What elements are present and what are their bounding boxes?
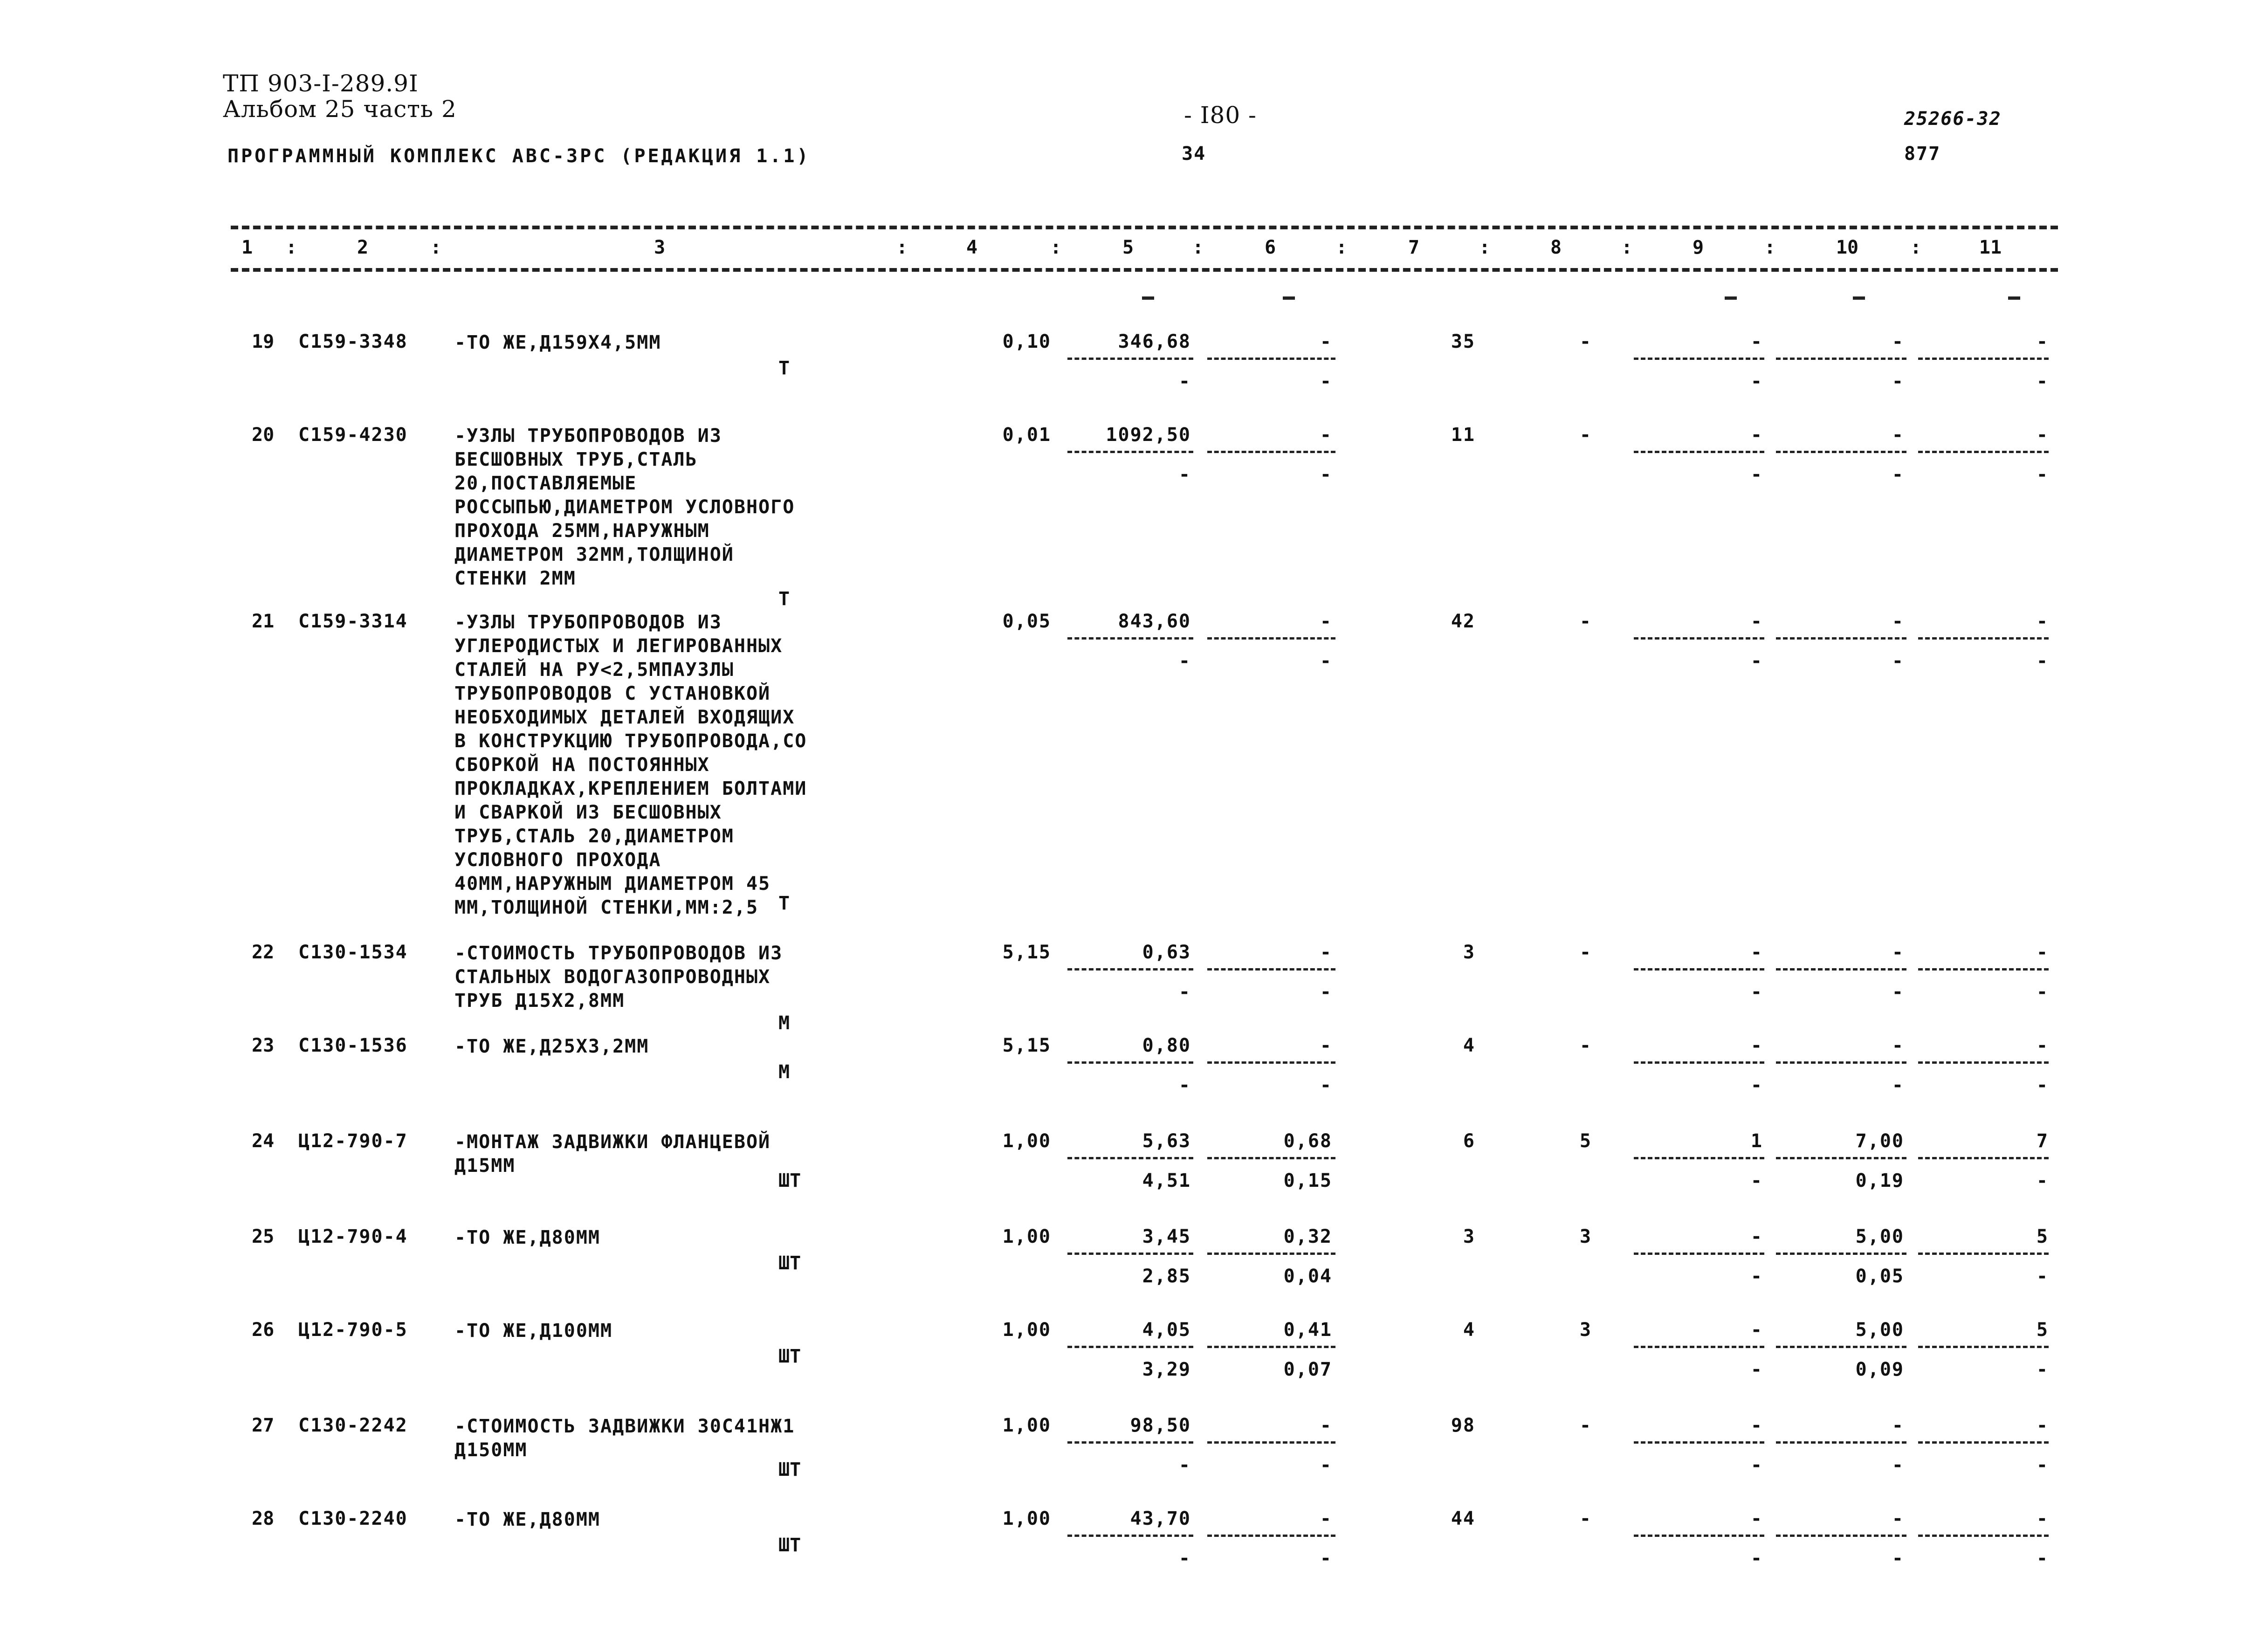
row-unit: ШТ <box>778 1346 801 1367</box>
cell-divider <box>1918 1253 2049 1255</box>
row-number: 25 <box>252 1226 275 1247</box>
cell-c10-lower: - <box>1892 650 1904 672</box>
cell-divider <box>1067 1535 1193 1537</box>
cell-c8: - <box>1579 611 1592 632</box>
cell-c11: - <box>2036 1508 2049 1529</box>
cell-c7: 6 <box>1463 1130 1475 1152</box>
cell-divider <box>1918 968 2049 971</box>
cell-c8: 3 <box>1579 1319 1592 1341</box>
column-separator: : <box>896 237 908 258</box>
cell-c5-lower: - <box>1178 464 1191 485</box>
cell-c5: 5,63 <box>1142 1130 1191 1152</box>
cell-c8: 3 <box>1579 1226 1592 1247</box>
row-description: -ТО ЖЕ,Д80ММ <box>454 1227 600 1248</box>
column-separator: : <box>430 237 442 258</box>
cell-divider <box>1067 1441 1193 1444</box>
cell-c7: 98 <box>1451 1415 1475 1436</box>
row-unit: Т <box>778 358 790 379</box>
cell-divider <box>1776 1346 1906 1348</box>
cell-c5-lower: 4,51 <box>1142 1170 1191 1191</box>
cell-divider <box>1067 1253 1193 1255</box>
cell-divider <box>1776 451 1906 453</box>
page-marker: - I80 - <box>1184 102 1257 129</box>
cell-c6-lower: - <box>1320 371 1332 392</box>
cell-c10: - <box>1892 1415 1904 1436</box>
row-description: -УЗЛЫ ТРУБОПРОВОДОВ ИЗ БЕСШОВНЫХ ТРУБ,СТАЛЬ 20,ПОСТАВЛЯЕМЫЕ РОССЫПЬЮ,ДИАМЕТРОМ УСЛОВНОГО ПРОХОДА 25ММ,НАРУЖНЫМ ДИАМЕТРОМ 32ММ,ТОЛЩИНОЙ СТЕНКИ 2ММ <box>454 425 795 589</box>
row-description: -УЗЛЫ ТРУБОПРОВОДОВ ИЗ УГЛЕРОДИСТЫХ И ЛЕГИРОВАННЫХ СТАЛЕЙ НА РУ<2,5МПАУЗЛЫ ТРУБОПРОВОДОВ С УСТАНОВКОЙ НЕОБХОДИМЫХ ДЕТАЛЕЙ ВХОДЯЩИХ В КОНСТРУКЦИЮ ТРУБОПРОВОДА,СО СБОРКОЙ НА ПОСТОЯННЫХ ПРОКЛАДКАХ,КРЕПЛЕНИЕМ БОЛТАМИ И СВАРКОЙ ИЗ БЕСШОВНЫХ ТРУБ,СТАЛЬ 20,ДИАМЕТРОМ УСЛОВНОГО ПРОХОДА 40ММ,НАРУЖНЫМ ДИАМЕТРОМ 45 ММ,ТОЛЩИНОЙ СТЕНКИ,ММ:2,5 <box>454 612 807 918</box>
row-unit: М <box>778 1061 790 1083</box>
cell-c11: 5 <box>2036 1226 2049 1247</box>
cell-c11: 7 <box>2036 1130 2049 1152</box>
cell-divider <box>1918 451 2049 453</box>
cell-c6: - <box>1320 331 1332 352</box>
cell-c8: - <box>1579 1508 1592 1529</box>
cell-c6: - <box>1320 424 1332 446</box>
cell-c6-lower: 0,07 <box>1283 1359 1332 1380</box>
cell-c9-lower: - <box>1750 1170 1763 1191</box>
cell-c11: - <box>2036 1035 2049 1056</box>
row-code: С130-1534 <box>298 942 408 963</box>
cell-divider <box>1776 1157 1906 1159</box>
column-number: 5 <box>1122 237 1134 258</box>
album-label: Альбом 25 часть 2 <box>223 96 457 123</box>
dash-mark <box>1283 296 1295 300</box>
cell-divider <box>1634 1535 1764 1537</box>
cell-c9: - <box>1750 1508 1763 1529</box>
cell-divider <box>1776 968 1906 971</box>
cell-c8: 5 <box>1579 1130 1592 1152</box>
cell-c9-lower: - <box>1750 1454 1763 1476</box>
dash-mark <box>1853 296 1865 300</box>
cell-divider <box>1918 637 2049 640</box>
column-number: 7 <box>1408 237 1420 258</box>
cell-divider <box>1207 358 1335 360</box>
cell-divider <box>1918 1441 2049 1444</box>
row-unit: Т <box>778 893 790 914</box>
cell-c11: - <box>2036 1415 2049 1436</box>
cell-divider <box>1634 358 1764 360</box>
row-description: -ТО ЖЕ,Д80ММ <box>454 1509 600 1530</box>
cell-c5-lower: - <box>1178 650 1191 672</box>
cell-divider <box>1634 451 1764 453</box>
cell-c5: 346,68 <box>1118 331 1191 352</box>
cell-divider <box>1776 1535 1906 1537</box>
column-number: 6 <box>1264 237 1276 258</box>
cell-c6-lower: 0,04 <box>1283 1266 1332 1287</box>
cell-c7: 11 <box>1451 424 1475 446</box>
cell-c11-lower: - <box>2036 464 2049 485</box>
cell-c7: 3 <box>1463 1226 1475 1247</box>
cell-c9-lower: - <box>1750 1548 1763 1569</box>
row-number: 21 <box>252 611 275 632</box>
cell-c5-lower: - <box>1178 1548 1191 1569</box>
cell-divider <box>1918 358 2049 360</box>
cell-c6: - <box>1320 942 1332 963</box>
cell-divider <box>1634 1157 1764 1159</box>
cell-c6-lower: - <box>1320 650 1332 672</box>
row-code: Ц12-790-5 <box>298 1319 408 1341</box>
cell-c6: - <box>1320 1508 1332 1529</box>
cell-c10-lower: - <box>1892 1548 1904 1569</box>
cell-c9: - <box>1750 1226 1763 1247</box>
row-number: 19 <box>252 331 275 352</box>
row-number: 26 <box>252 1319 275 1341</box>
cell-divider <box>1776 1253 1906 1255</box>
column-number: 1 <box>241 237 253 258</box>
cell-c4: 1,00 <box>1002 1415 1051 1436</box>
cell-c6: 0,41 <box>1283 1319 1332 1341</box>
row-number: 20 <box>252 424 275 446</box>
row-description: -ТО ЖЕ,Д25Х3,2ММ <box>454 1036 649 1057</box>
cell-c5: 1092,50 <box>1106 424 1191 446</box>
cell-c4: 1,00 <box>1002 1508 1051 1529</box>
cell-c5: 43,70 <box>1130 1508 1191 1529</box>
column-number: 3 <box>654 237 666 258</box>
table-rule-header-bottom <box>231 268 2058 272</box>
cell-c10: - <box>1892 1508 1904 1529</box>
row-description: -ТО ЖЕ,Д100ММ <box>454 1320 613 1342</box>
cell-c6: 0,32 <box>1283 1226 1332 1247</box>
cell-c9: - <box>1750 1319 1763 1341</box>
cell-c8: - <box>1579 331 1592 352</box>
column-number: 11 <box>1979 237 2002 258</box>
cell-c10: - <box>1892 331 1904 352</box>
column-number: 8 <box>1550 237 1562 258</box>
cell-c9: - <box>1750 942 1763 963</box>
row-number: 28 <box>252 1508 275 1529</box>
cell-divider <box>1776 1061 1906 1064</box>
cell-c11: - <box>2036 611 2049 632</box>
column-separator: : <box>1764 237 1776 258</box>
row-unit: Т <box>778 588 790 610</box>
cell-c8: - <box>1579 1415 1592 1436</box>
cell-c6: 0,68 <box>1283 1130 1332 1152</box>
cell-c11-lower: - <box>2036 1548 2049 1569</box>
row-description: -СТОИМОСТЬ ТРУБОПРОВОДОВ ИЗ СТАЛЬНЫХ ВОДОГАЗОПРОВОДНЫХ ТРУБ Д15Х2,8ММ <box>454 943 783 1012</box>
cell-c10-lower: - <box>1892 371 1904 392</box>
cell-c11: - <box>2036 942 2049 963</box>
row-code: Ц12-790-4 <box>298 1226 408 1247</box>
cell-c10-lower: - <box>1892 1074 1904 1096</box>
cell-c11: 5 <box>2036 1319 2049 1341</box>
sheet-number: 34 <box>1182 143 1206 165</box>
cell-c9-lower: - <box>1750 1359 1763 1380</box>
cell-c10-lower: - <box>1892 1454 1904 1476</box>
column-number: 4 <box>966 237 978 258</box>
cell-divider <box>1067 1157 1193 1159</box>
row-code: С130-1536 <box>298 1035 408 1056</box>
cell-c9-lower: - <box>1750 464 1763 485</box>
row-description: -СТОИМОСТЬ ЗАДВИЖКИ 30С41НЖ1 Д150ММ <box>454 1416 795 1461</box>
cell-c6-lower: - <box>1320 981 1332 1003</box>
cell-c5: 98,50 <box>1130 1415 1191 1436</box>
cell-c4: 1,00 <box>1002 1130 1051 1152</box>
row-description: -ТО ЖЕ,Д159Х4,5ММ <box>454 332 661 353</box>
cell-c7: 35 <box>1451 331 1475 352</box>
row-unit: ШТ <box>778 1253 801 1274</box>
cell-c6-lower: 0,15 <box>1283 1170 1332 1191</box>
cell-c4: 5,15 <box>1002 942 1051 963</box>
cell-c7: 3 <box>1463 942 1475 963</box>
row-code: С159-3348 <box>298 331 408 352</box>
cell-divider <box>1207 1157 1335 1159</box>
row-number: 22 <box>252 942 275 963</box>
cell-divider <box>1207 1253 1335 1255</box>
cell-c10-lower: 0,05 <box>1855 1266 1904 1287</box>
table-rule-top <box>231 226 2058 229</box>
cell-c11: - <box>2036 424 2049 446</box>
cell-divider <box>1634 1441 1764 1444</box>
cell-c5: 3,45 <box>1142 1226 1191 1247</box>
cell-divider <box>1918 1535 2049 1537</box>
cell-c9-lower: - <box>1750 1074 1763 1096</box>
cell-c7: 42 <box>1451 611 1475 632</box>
cell-c5-lower: - <box>1178 1074 1191 1096</box>
cell-divider <box>1634 1346 1764 1348</box>
cell-c4: 1,00 <box>1002 1319 1051 1341</box>
cell-c10-lower: - <box>1892 464 1904 485</box>
cell-c9: - <box>1750 1035 1763 1056</box>
cell-c11-lower: - <box>2036 1359 2049 1380</box>
cell-divider <box>1207 1441 1335 1444</box>
cell-c6: - <box>1320 1035 1332 1056</box>
cell-divider <box>1067 1346 1193 1348</box>
cell-c9: 1 <box>1750 1130 1763 1152</box>
row-unit: ШТ <box>778 1459 801 1480</box>
column-separator: : <box>1192 237 1204 258</box>
column-number: 2 <box>357 237 369 258</box>
row-code: С159-3314 <box>298 611 408 632</box>
dash-mark <box>2008 296 2020 300</box>
cell-divider <box>1207 1535 1335 1537</box>
cell-c11-lower: - <box>2036 1074 2049 1096</box>
cell-c10: - <box>1892 1035 1904 1056</box>
cell-c5: 0,63 <box>1142 942 1191 963</box>
cell-c11-lower: - <box>2036 1454 2049 1476</box>
cell-divider <box>1067 637 1193 640</box>
cell-c7: 44 <box>1451 1508 1475 1529</box>
cell-c6-lower: - <box>1320 1074 1332 1096</box>
cell-divider <box>1918 1061 2049 1064</box>
cell-divider <box>1776 1441 1906 1444</box>
cell-c6: - <box>1320 1415 1332 1436</box>
cell-c6-lower: - <box>1320 464 1332 485</box>
row-description: -МОНТАЖ ЗАДВИЖКИ ФЛАНЦЕВОЙ Д15ММ <box>454 1131 771 1177</box>
column-separator: : <box>1335 237 1348 258</box>
cell-c11-lower: - <box>2036 650 2049 672</box>
cell-c4: 0,05 <box>1002 611 1051 632</box>
cell-divider <box>1634 637 1764 640</box>
cell-c7: 4 <box>1463 1319 1475 1341</box>
row-number: 24 <box>252 1130 275 1152</box>
cell-c9-lower: - <box>1750 650 1763 672</box>
cell-c9-lower: - <box>1750 371 1763 392</box>
cell-c11-lower: - <box>2036 981 2049 1003</box>
column-number: 10 <box>1836 237 1859 258</box>
row-unit: ШТ <box>778 1170 801 1191</box>
cell-c9: - <box>1750 611 1763 632</box>
cell-c10: - <box>1892 424 1904 446</box>
cell-c5-lower: - <box>1178 371 1191 392</box>
cell-c4: 5,15 <box>1002 1035 1051 1056</box>
row-code: С159-4230 <box>298 424 408 446</box>
cell-c9: - <box>1750 331 1763 352</box>
cell-c10-lower: 0,09 <box>1855 1359 1904 1380</box>
row-number: 27 <box>252 1415 275 1436</box>
cell-divider <box>1067 451 1193 453</box>
program-title: ПРОГРАММНЫЙ КОМПЛЕКС АВС-3РС (РЕДАКЦИЯ 1.1) <box>227 145 811 167</box>
cell-c10: - <box>1892 942 1904 963</box>
cell-c6-lower: - <box>1320 1548 1332 1569</box>
cell-c5-lower: 2,85 <box>1142 1266 1191 1287</box>
column-separator: : <box>1479 237 1491 258</box>
dash-mark <box>1725 296 1737 300</box>
sheet-total: 877 <box>1904 143 1941 165</box>
cell-c10: 5,00 <box>1855 1226 1904 1247</box>
doc-reference: 25266-32 <box>1904 108 2002 130</box>
cell-divider <box>1634 1061 1764 1064</box>
cell-c11-lower: - <box>2036 371 2049 392</box>
cell-c8: - <box>1579 942 1592 963</box>
row-unit: М <box>778 1012 790 1034</box>
row-code: С130-2242 <box>298 1415 408 1436</box>
cell-c8: - <box>1579 1035 1592 1056</box>
cell-divider <box>1207 968 1335 971</box>
cell-c4: 0,10 <box>1002 331 1051 352</box>
cell-divider <box>1207 1346 1335 1348</box>
dash-mark <box>1142 296 1154 300</box>
cell-c9: - <box>1750 424 1763 446</box>
cell-c6-lower: - <box>1320 1454 1332 1476</box>
cell-c11-lower: - <box>2036 1266 2049 1287</box>
cell-c7: 4 <box>1463 1035 1475 1056</box>
cell-divider <box>1207 637 1335 640</box>
row-code: Ц12-790-7 <box>298 1130 408 1152</box>
cell-divider <box>1067 968 1193 971</box>
column-separator: : <box>1050 237 1062 258</box>
row-number: 23 <box>252 1035 275 1056</box>
column-number: 9 <box>1692 237 1704 258</box>
cell-c5-lower: - <box>1178 981 1191 1003</box>
cell-divider <box>1067 1061 1193 1064</box>
cell-c5-lower: 3,29 <box>1142 1359 1191 1380</box>
cell-c5-lower: - <box>1178 1454 1191 1476</box>
cell-divider <box>1207 451 1335 453</box>
column-separator: : <box>1910 237 1922 258</box>
cell-divider <box>1067 358 1193 360</box>
cell-divider <box>1634 968 1764 971</box>
row-unit: ШТ <box>778 1535 801 1556</box>
doc-code: ТП 903-I-289.9I <box>223 70 419 97</box>
column-separator: : <box>1621 237 1633 258</box>
cell-divider <box>1918 1346 2049 1348</box>
cell-c11: - <box>2036 331 2049 352</box>
cell-c5: 0,80 <box>1142 1035 1191 1056</box>
cell-divider <box>1207 1061 1335 1064</box>
cell-c10: 5,00 <box>1855 1319 1904 1341</box>
cell-c10-lower: - <box>1892 981 1904 1003</box>
cell-c11-lower: - <box>2036 1170 2049 1191</box>
cell-c9-lower: - <box>1750 1266 1763 1287</box>
cell-c4: 0,01 <box>1002 424 1051 446</box>
cell-divider <box>1776 358 1906 360</box>
cell-c9-lower: - <box>1750 981 1763 1003</box>
cell-c10: - <box>1892 611 1904 632</box>
row-code: С130-2240 <box>298 1508 408 1529</box>
cell-c10-lower: 0,19 <box>1855 1170 1904 1191</box>
cell-c10: 7,00 <box>1855 1130 1904 1152</box>
cell-divider <box>1776 637 1906 640</box>
cell-c5: 843,60 <box>1118 611 1191 632</box>
cell-divider <box>1634 1253 1764 1255</box>
cell-c9: - <box>1750 1415 1763 1436</box>
cell-c8: - <box>1579 424 1592 446</box>
cell-c4: 1,00 <box>1002 1226 1051 1247</box>
cell-c6: - <box>1320 611 1332 632</box>
cell-divider <box>1918 1157 2049 1159</box>
cell-c5: 4,05 <box>1142 1319 1191 1341</box>
column-separator: : <box>285 237 297 258</box>
